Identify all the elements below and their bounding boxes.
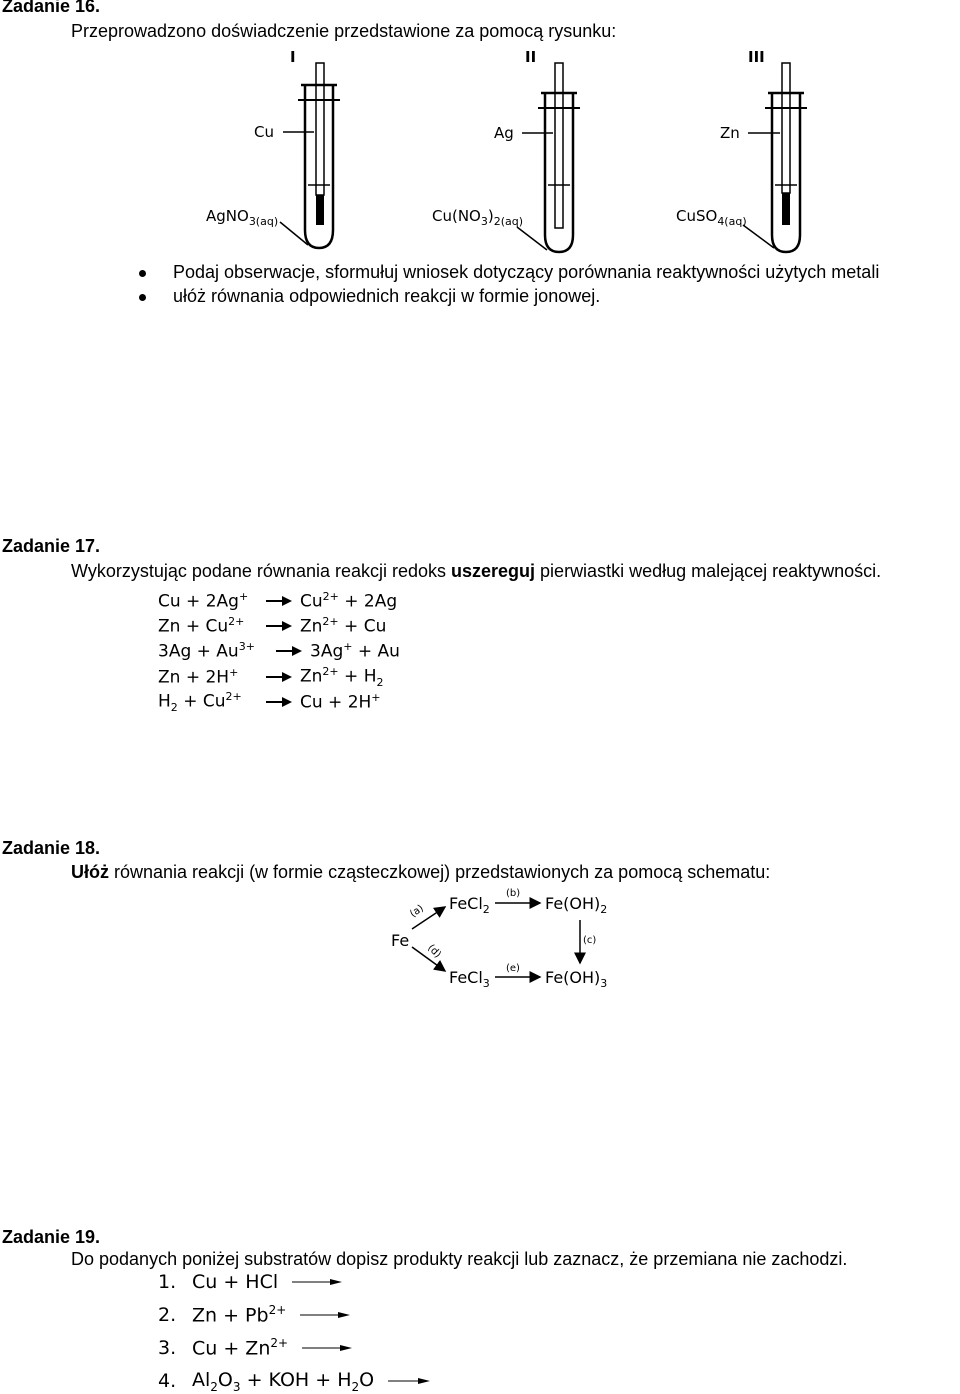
tube-2-metal-label: Ag — [494, 124, 514, 142]
scheme-label-a: (a) — [408, 902, 426, 921]
substrate-2: 2. $Zn + Pb^{2+}$ — [158, 1303, 350, 1326]
scheme-feoh2: $Fe(OH)_2$ — [545, 894, 608, 917]
reaction-arrow — [266, 596, 292, 606]
scheme-label-c: (c) — [583, 935, 597, 946]
equation-1: Cu + 2Ag+ $Cu^{2+} + 2Ag$ — [158, 590, 398, 612]
reaction-arrow — [302, 1343, 352, 1353]
reaction-arrow — [266, 672, 292, 682]
rod-deposit — [782, 193, 790, 225]
tube-1-number: I — [290, 48, 296, 66]
scheme-fecl2: FeCl$_2$ — [449, 894, 490, 917]
test-tube-1 — [280, 63, 340, 248]
task16-bullet-1: Podaj obserwacje, sformułuj wniosek dotyczący porównania reaktywności użytych metali — [173, 262, 880, 282]
task16-bullet-2: ułóż równania odpowiednich reakcji w formie jonowej. — [173, 286, 601, 306]
task16-intro: Przeprowadzono doświadczenie przedstawione za pomocą rysunku: — [71, 21, 617, 41]
reaction-arrow — [276, 646, 302, 656]
tube-3-solution-label: CuSO$_{4(aq)}$ — [676, 207, 747, 228]
copper-rod — [316, 63, 324, 195]
task18-instruction: Ułóż równania reakcji (w formie cząsteczkowej) przedstawionych za pomocą schematu: — [71, 862, 771, 882]
tube-2-number: II — [525, 48, 537, 66]
equation-2: $Zn + Cu^{2+}$ $Zn^{2+} + Cu$ — [158, 615, 387, 637]
reaction-arrow — [292, 1277, 342, 1287]
tube-3-number: III — [748, 48, 765, 66]
substrate-3: 3. $Cu + Zn^{2+}$ — [158, 1336, 352, 1359]
tube-1-metal-label: Cu — [254, 123, 274, 141]
substrate-1: 1. Cu + HCl — [158, 1271, 342, 1293]
reaction-arrow — [266, 621, 292, 631]
tube-2-solution-label: $Cu(NO_3)_{2(aq)}$ — [432, 207, 524, 228]
tube-3-metal-label: Zn — [720, 124, 740, 142]
reaction-arrow — [266, 697, 292, 707]
scheme-feoh3: $Fe(OH)_3$ — [545, 968, 608, 991]
task19-heading: Zadanie 19. — [2, 1227, 101, 1247]
test-tube-3 — [743, 63, 807, 252]
task18-heading: Zadanie 18. — [2, 838, 101, 858]
task16-heading: Zadanie 16. — [2, 0, 101, 16]
scheme-fecl3: FeCl$_3$ — [449, 968, 490, 991]
bullet-2 — [139, 294, 146, 301]
equation-5: $H_2 + Cu^{2+}$ Cu + 2H+ — [158, 690, 381, 715]
task17-instruction: Wykorzystując podane równania reakcji redoks uszereguj pierwiastki według malejącej reaktywności. — [71, 561, 882, 581]
equation-3: $3Ag + Au^{3+}$ 3Ag+ + Au — [158, 640, 400, 662]
bullet-1 — [139, 270, 146, 277]
task19-instruction: Do podanych poniżej substratów dopisz produkty reakcji lub zaznacz, że przemiana nie zachodzi. — [71, 1249, 848, 1269]
tube-1-solution-label: AgNO$_{3(aq)}$ — [206, 207, 279, 228]
rod-deposit — [316, 195, 324, 225]
test-tube-2 — [517, 63, 580, 252]
scheme-label-d: (d) — [425, 942, 443, 961]
scheme-label-e: (e) — [506, 963, 520, 974]
reaction-arrow — [300, 1310, 350, 1320]
scheme-label-b: (b) — [506, 888, 521, 899]
reaction-arrow — [388, 1376, 430, 1386]
silver-rod — [555, 63, 563, 228]
equation-4: Zn + 2H+ $Zn^{2+} + H_2$ — [158, 665, 384, 690]
scheme-fe: Fe — [391, 931, 410, 950]
task17-heading: Zadanie 17. — [2, 536, 101, 556]
zinc-rod — [782, 63, 790, 193]
substrate-4: 4. $Al_2O_3$ + KOH + $H_2O$ — [158, 1369, 430, 1394]
